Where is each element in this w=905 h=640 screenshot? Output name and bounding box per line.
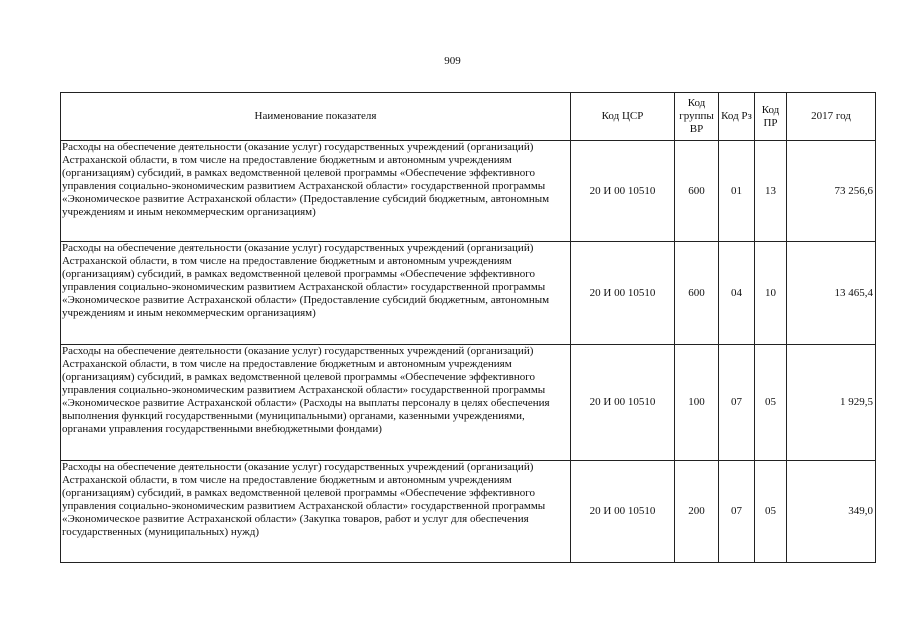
row-amount: 73 256,6 <box>787 141 876 242</box>
row-vr: 600 <box>675 242 719 345</box>
row-csr: 20 И 00 10510 <box>571 461 675 563</box>
row-vr: 100 <box>675 345 719 461</box>
row-rz: 04 <box>719 242 755 345</box>
table-row <box>61 461 876 563</box>
table-row <box>61 345 876 461</box>
row-pr: 13 <box>755 141 787 242</box>
header-csr: Код ЦСР <box>571 93 675 141</box>
header-pr: Код ПР <box>755 93 787 141</box>
row-amount: 349,0 <box>787 461 876 563</box>
row-pr: 10 <box>755 242 787 345</box>
table-row <box>61 141 876 242</box>
row-name: Расходы на обеспечение деятельности (оказание услуг) государственных учреждений (организаций) Астраханской области, в том числе на предоставление бюджетным и автономным учреждениям (организациям) субсидий, в рамках ведомственной целевой программы «Обеспечение эффективного управления социально-экономическим развитием Астраханской области» государственной программы «Экономическое развитие Астраханской области» (Предоставление субсидий бюджетным, автономным учреждениям и иным некоммерческим организациям) <box>61 242 571 345</box>
row-csr: 20 И 00 10510 <box>571 345 675 461</box>
row-name: Расходы на обеспечение деятельности (оказание услуг) государственных учреждений (организаций) Астраханской области, в том числе на предоставление бюджетным и автономным учреждениям (организациям) субсидий, в рамках ведомственной целевой программы «Обеспечение эффективного управления социально-экономическим развитием Астраханской области» государственной программы «Экономическое развитие Астраханской области» (Расходы на выплаты персоналу в целях обеспечения выполнения функций государственными (муниципальными) органами, казенными учреждениями, органами управления государственными внебюджетными фондами) <box>61 345 571 461</box>
header-year: 2017 год <box>787 93 876 141</box>
budget-table <box>60 92 876 563</box>
header-vr: Код группы ВР <box>675 93 719 141</box>
row-pr: 05 <box>755 345 787 461</box>
row-rz: 07 <box>719 345 755 461</box>
row-pr: 05 <box>755 461 787 563</box>
row-csr: 20 И 00 10510 <box>571 141 675 242</box>
row-vr: 200 <box>675 461 719 563</box>
table-header-row <box>61 93 876 141</box>
header-name: Наименование показателя <box>61 93 571 141</box>
row-name: Расходы на обеспечение деятельности (оказание услуг) государственных учреждений (организаций) Астраханской области, в том числе на предоставление бюджетным и автономным учреждениям (организациям) субсидий, в рамках ведомственной целевой программы «Обеспечение эффективного управления социально-экономическим развитием Астраханской области» государственной программы «Экономическое развитие Астраханской области» (Предоставление субсидий бюджетным, автономным учреждениям и иным некоммерческим организациям) <box>61 141 571 242</box>
row-amount: 13 465,4 <box>787 242 876 345</box>
row-amount: 1 929,5 <box>787 345 876 461</box>
page-number: 909 <box>444 55 461 67</box>
row-rz: 01 <box>719 141 755 242</box>
table-row <box>61 242 876 345</box>
row-rz: 07 <box>719 461 755 563</box>
row-name: Расходы на обеспечение деятельности (оказание услуг) государственных учреждений (организаций) Астраханской области, в том числе на предоставление бюджетным и автономным учреждениям (организациям) субсидий, в рамках ведомственной целевой программы «Обеспечение эффективного управления социально-экономическим развитием Астраханской области» государственной программы «Экономическое развитие Астраханской области» (Закупка товаров, работ и услуг для обеспечения государственных (муниципальных) нужд) <box>61 461 571 563</box>
row-vr: 600 <box>675 141 719 242</box>
header-rz: Код Рз <box>719 93 755 141</box>
row-csr: 20 И 00 10510 <box>571 242 675 345</box>
